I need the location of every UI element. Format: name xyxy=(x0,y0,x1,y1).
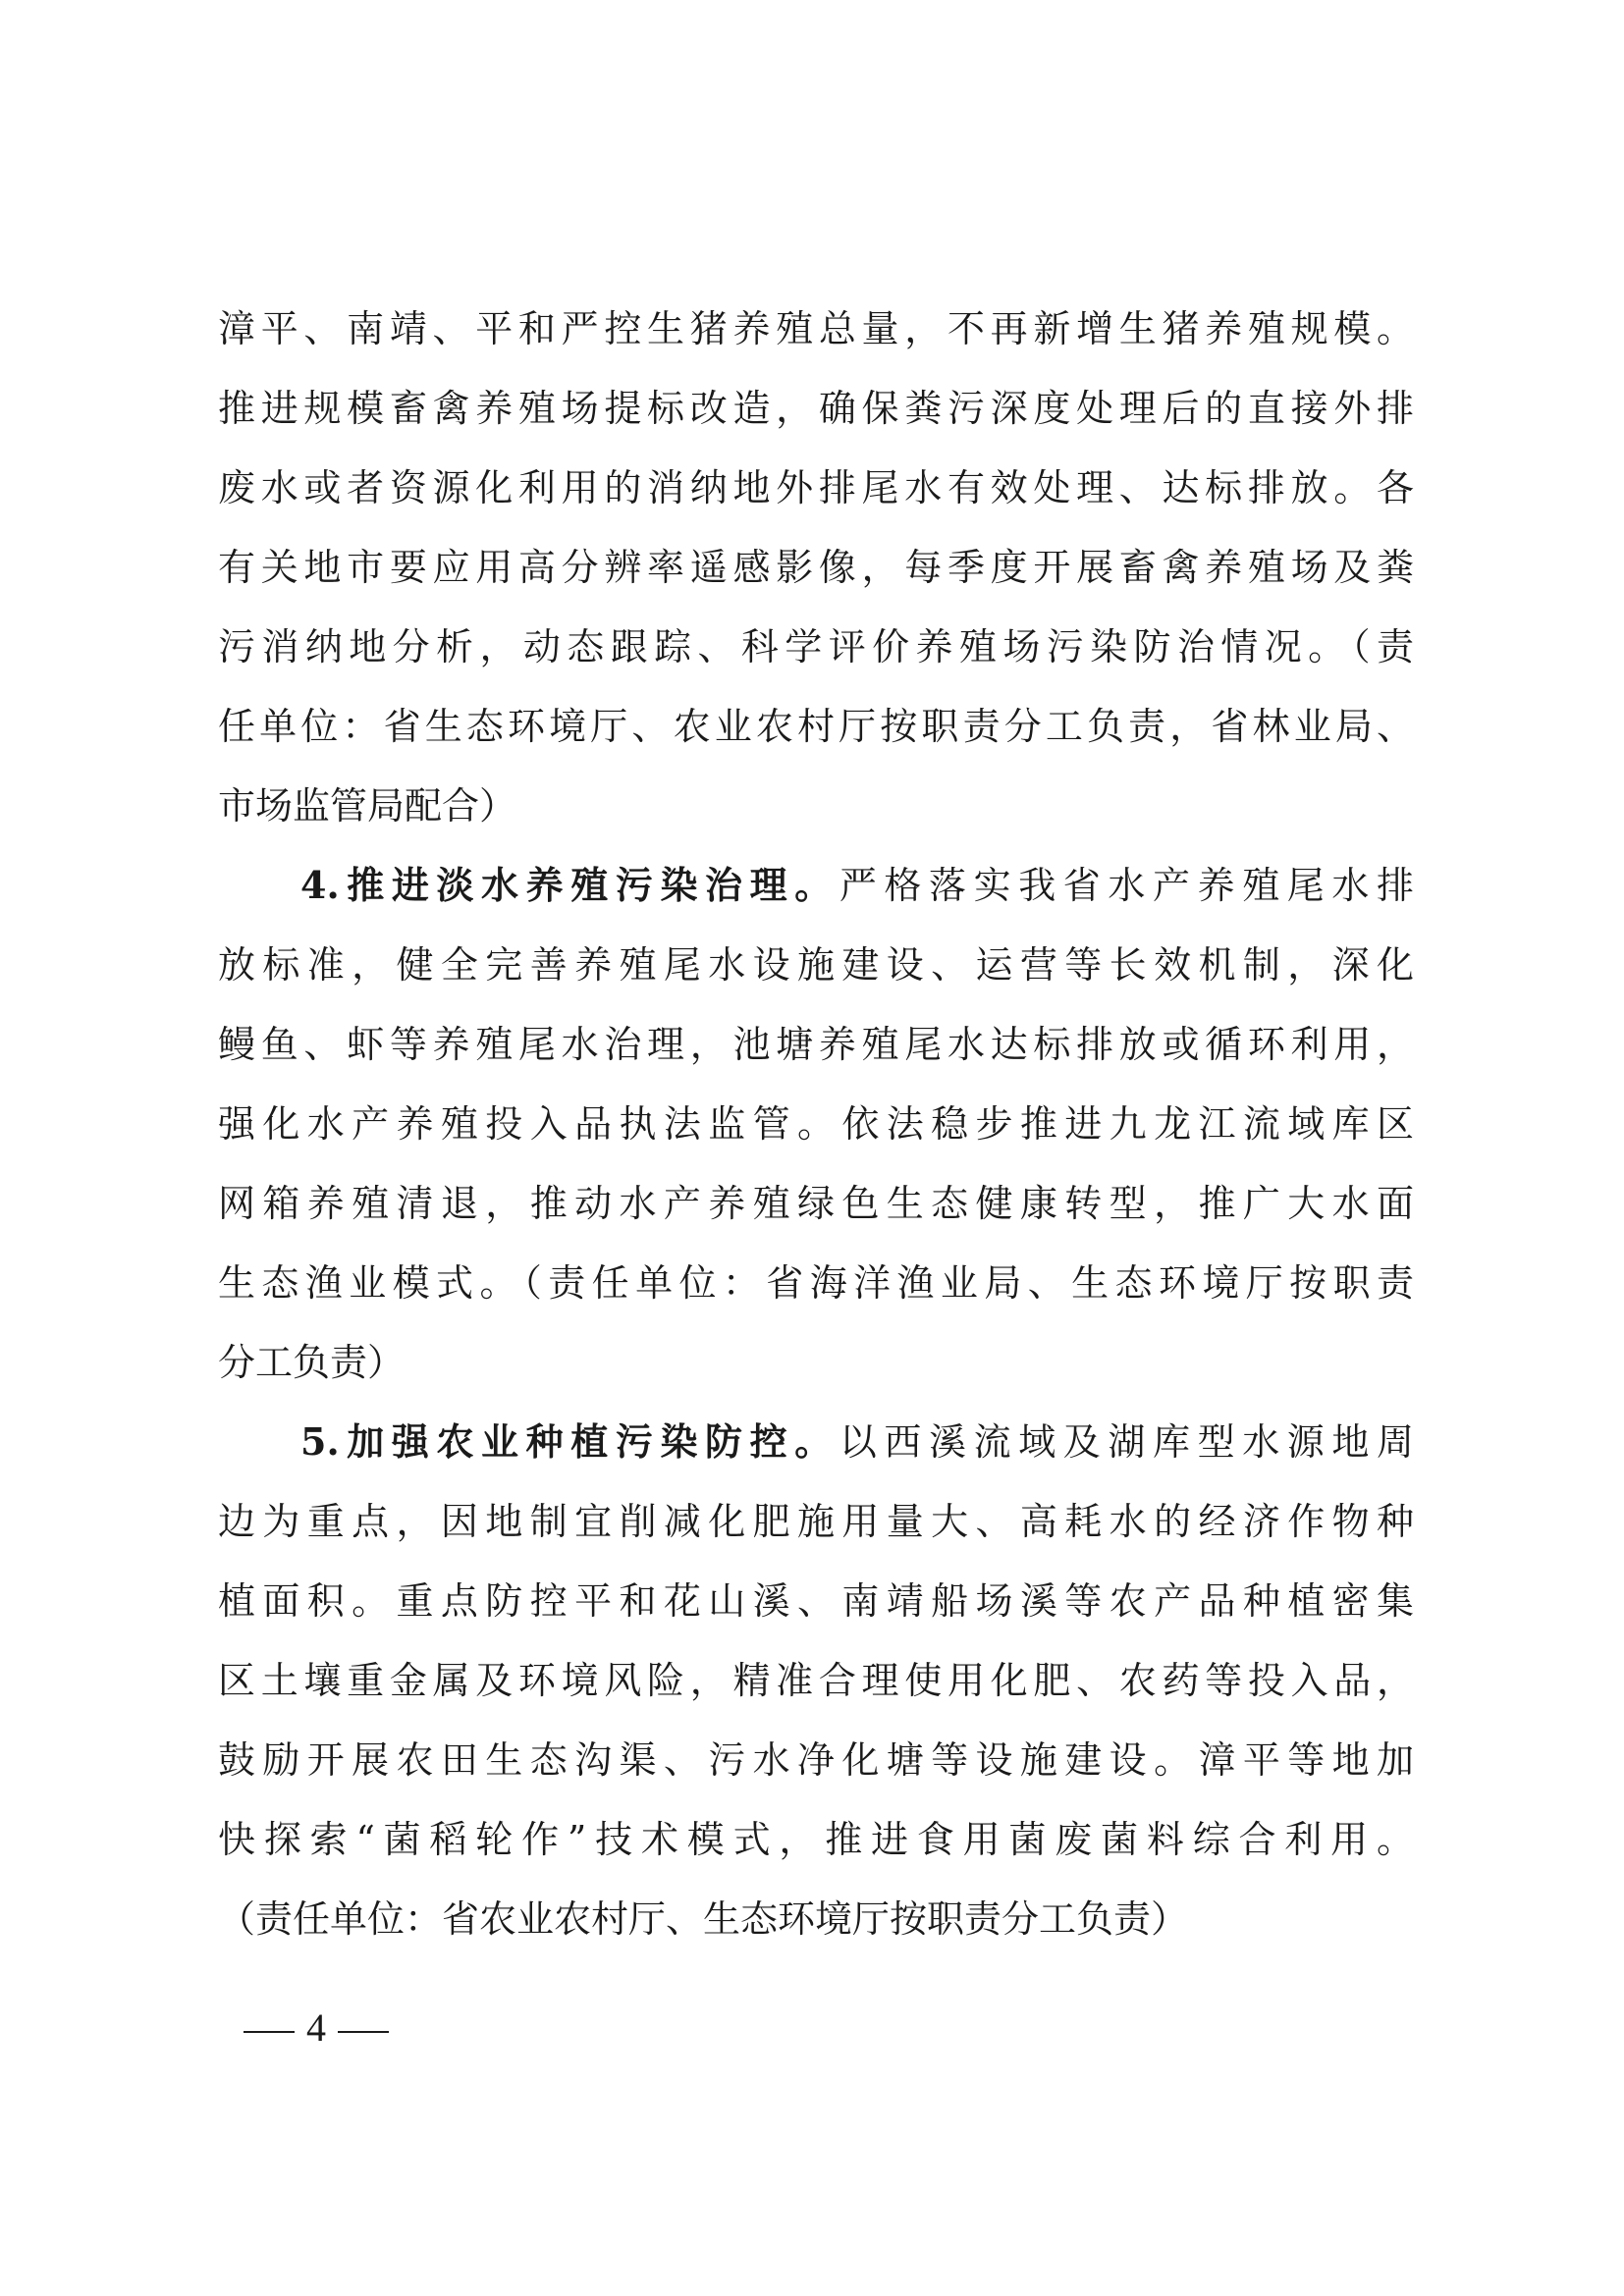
paragraph-4-line-1 xyxy=(300,851,1414,920)
paragraph-4-line-6: 生态渔业模式。（责任单位：省海洋渔业局、生态环境厅按职责 xyxy=(218,1261,1414,1305)
paragraph-3-line-1: 漳平、南靖、平和严控生猪养殖总量，不再新增生猪养殖规模。 xyxy=(218,307,1414,350)
paragraph-5-line-7: （责任单位：省农业农村厅、生态环境厅按职责分工负责） xyxy=(218,1897,1189,1941)
paragraph-4-heading: 4.推进淡水养殖污染治理。 xyxy=(300,863,839,907)
paragraph-5-line-3: 植面积。重点防控平和花山溪、南靖船场溪等农产品种植密集 xyxy=(218,1579,1414,1623)
page-number: 4 xyxy=(306,2005,326,2050)
paragraph-5-line-1 xyxy=(300,1408,1414,1476)
paragraph-3-line-2: 推进规模畜禽养殖场提标改造，确保粪污深度处理后的直接外排 xyxy=(218,387,1414,430)
paragraph-4-line-3: 鳗鱼、虾等养殖尾水治理，池塘养殖尾水达标排放或循环利用， xyxy=(218,1023,1414,1066)
paragraph-3-line-7: 市场监管局配合） xyxy=(218,784,517,828)
footer-dash-right xyxy=(338,2031,389,2033)
paragraph-5-line-1-text: 以西溪流域及湖库型水源地周 xyxy=(839,1420,1414,1464)
page-footer xyxy=(244,1999,389,2057)
paragraph-4-line-4: 强化水产养殖投入品执法监管。依法稳步推进九龙江流域库区 xyxy=(218,1102,1414,1146)
paragraph-5-line-4: 区土壤重金属及环境风险，精准合理使用化肥、农药等投入品， xyxy=(218,1659,1414,1702)
paragraph-4-line-7: 分工负责） xyxy=(218,1341,406,1384)
paragraph-5-line-5: 鼓励开展农田生态沟渠、污水净化塘等设施建设。漳平等地加 xyxy=(218,1738,1414,1782)
paragraph-3-line-5: 污消纳地分析，动态跟踪、科学评价养殖场污染防治情况。（责 xyxy=(218,625,1414,668)
footer-dash-left xyxy=(244,2031,295,2033)
paragraph-4-line-5: 网箱养殖清退，推动水产养殖绿色生态健康转型，推广大水面 xyxy=(218,1182,1414,1225)
paragraph-3-line-6: 任单位：省生态环境厅、农业农村厅按职责分工负责，省林业局、 xyxy=(218,705,1414,748)
paragraph-4-line-2: 放标准，健全完善养殖尾水设施建设、运营等长效机制，深化 xyxy=(218,943,1414,987)
paragraph-3-line-4: 有关地市要应用高分辨率遥感影像，每季度开展畜禽养殖场及粪 xyxy=(218,546,1414,589)
paragraph-5-line-6: 快探索“菌稻轮作”技术模式，推进食用菌废菌料综合利用。 xyxy=(218,1818,1414,1861)
paragraph-5-heading: 5.加强农业种植污染防控。 xyxy=(300,1419,839,1464)
paragraph-3-line-3: 废水或者资源化利用的消纳地外排尾水有效处理、达标排放。各 xyxy=(218,466,1414,509)
paragraph-5-line-2: 边为重点，因地制宜削减化肥施用量大、高耗水的经济作物种 xyxy=(218,1500,1414,1543)
paragraph-4-line-1-text: 严格落实我省水产养殖尾水排 xyxy=(839,864,1414,907)
